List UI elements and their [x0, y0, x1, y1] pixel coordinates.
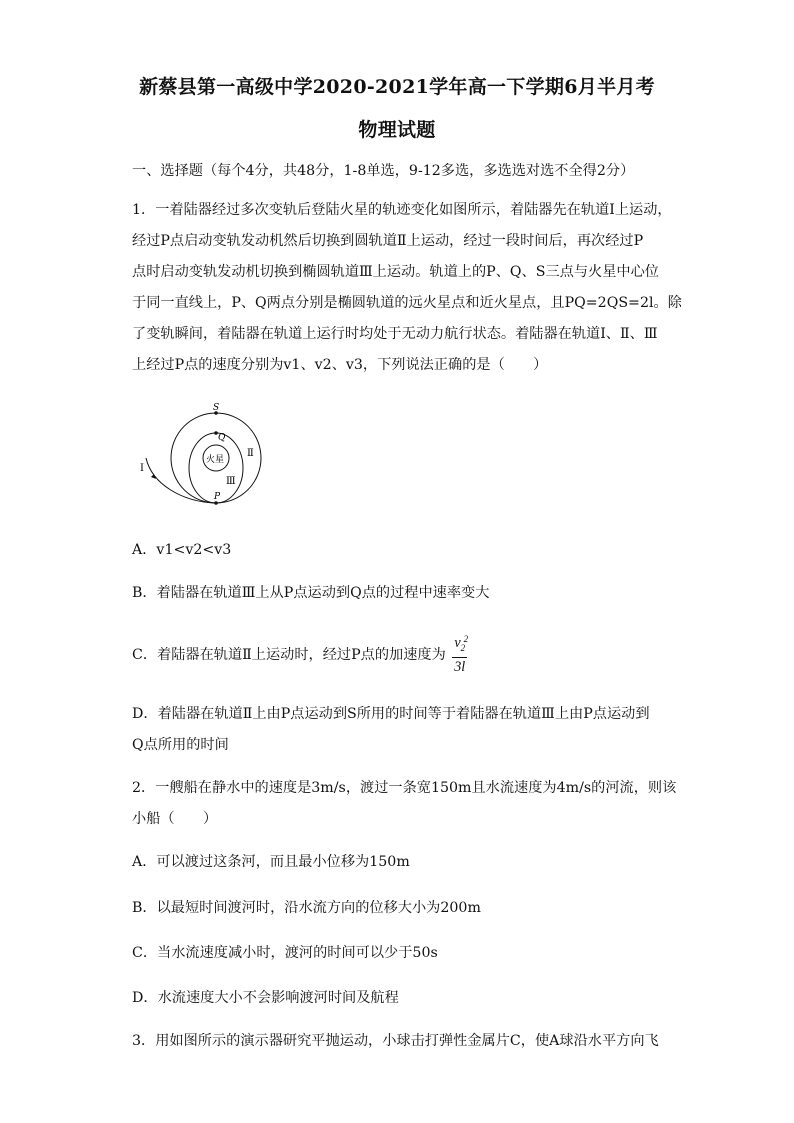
label-q: Q: [218, 433, 226, 443]
q2-option-d: D．水流速度大小不会影响渡河时间及航程: [132, 990, 399, 1006]
label-mars: 火星: [206, 455, 225, 465]
q2-line-2: 小船（ ）: [132, 811, 218, 827]
q1-option-b: B．着陆器在轨道Ⅲ上从P点运动到Q点的过程中速率变大: [132, 585, 490, 601]
page-title-line1: 新蔡县第一高级中学2020-2021学年高一下学期6月半月考: [139, 76, 655, 98]
q1-line-4: 于同一直线上，P、Q两点分别是椭圆轨道的远火星点和近火星点，且PQ=2QS=2l。除: [132, 295, 682, 311]
q1-option-d-line-1: D．着陆器在轨道Ⅱ上由P点运动到S所用的时间等于着陆器在轨道Ⅲ上由P点运动到: [132, 706, 650, 722]
label-p: P: [214, 492, 221, 502]
q1-option-c: [132, 634, 467, 676]
fraction-denominator: 3l: [454, 658, 466, 675]
q1-option-a: A．v1<v2<v3: [132, 542, 232, 558]
label-orbit-1: Ⅰ: [140, 463, 144, 474]
q2-option-a: A．可以渡过这条河，而且最小位移为150m: [132, 854, 410, 870]
section-heading: 一、选择题（每个4分，共48分，1-8单选，9-12多选，多选选对选不全得2分）: [132, 163, 635, 179]
q1-line-1: 1．一着陆器经过多次变轨后登陆火星的轨迹变化如图所示，着陆器先在轨道Ⅰ上运动，: [132, 202, 672, 218]
q1-line-3: 点时启动变轨发动机切换到椭圆轨道Ⅲ上运动。轨道上的P、Q、S三点与火星中心位: [132, 264, 659, 280]
q2-line-1: 2．一艘船在静水中的速度是3m/s，渡过一条宽150m且水流速度为4m/s的河流，则该: [132, 780, 677, 796]
orbit-diagram: [130, 398, 280, 510]
q1-option-c-fraction: [452, 634, 467, 676]
label-orbit-3: Ⅲ: [226, 476, 236, 487]
q1-line-2: 经过P点启动变轨发动机然后切换到圆轨道Ⅱ上运动，经过一段时间后，再次经过P: [132, 233, 644, 249]
label-orbit-2: Ⅱ: [247, 448, 254, 459]
q1-line-5: 了变轨瞬间，着陆器在轨道上运行时均处于无动力航行状态。着陆器在轨道Ⅰ、Ⅱ、Ⅲ: [132, 326, 658, 342]
q1-line-6: 上经过P点的速度分别为v1、v2、v3，下列说法正确的是（ ）: [132, 357, 548, 373]
q1-option-d-line-2: Q点所用的时间: [132, 737, 229, 753]
page-title-line2: 物理试题: [358, 119, 436, 141]
fraction-numerator: v: [454, 635, 461, 651]
label-s: S: [213, 403, 220, 413]
q2-option-c: C．当水流速度减小时，渡河的时间可以少于50s: [132, 945, 438, 961]
fraction-numerator-sub: 2: [460, 642, 466, 653]
q3-line-1: 3．用如图所示的演示器研究平抛运动，小球击打弹性金属片C，使A球沿水平方向飞: [132, 1033, 659, 1049]
fraction-numerator-sup: 2: [463, 634, 469, 644]
q1-option-c-text: C．着陆器在轨道Ⅱ上运动时，经过P点的加速度为: [132, 646, 446, 663]
q2-option-b: B．以最短时间渡河时，沿水流方向的位移大小为200m: [132, 900, 481, 916]
